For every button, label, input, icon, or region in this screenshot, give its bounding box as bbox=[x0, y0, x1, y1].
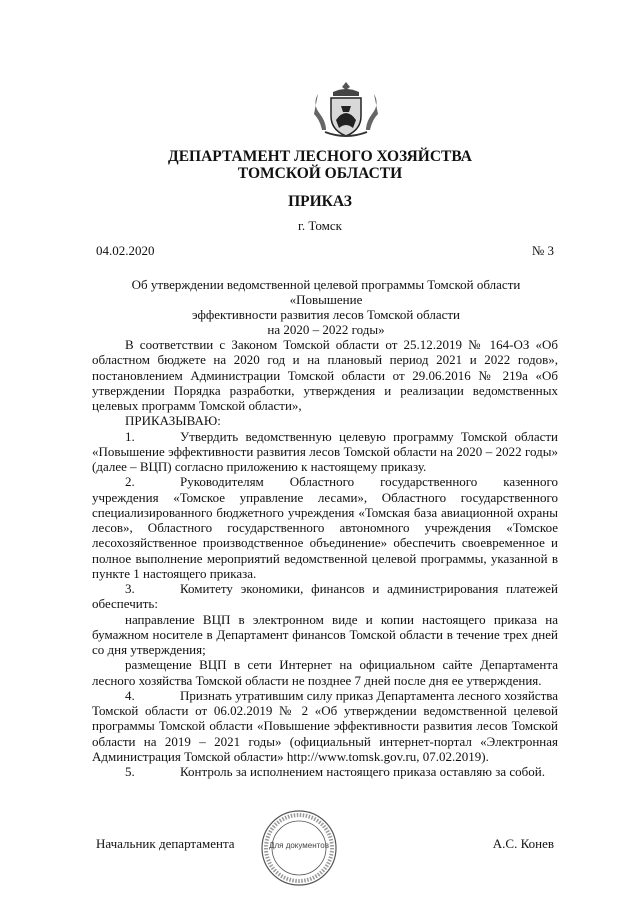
item-text: Контроль за исполнением настоящего приказа оставляю за собой. bbox=[180, 764, 545, 779]
order-number: № 3 bbox=[531, 243, 554, 258]
item-number: 5. bbox=[125, 764, 135, 779]
list-item bbox=[92, 688, 558, 764]
preamble: В соответствии с Законом Томской области от 25.12.2019 № 164-ОЗ «Об областном бюджете на 2020 год и на плановый период 2021 и 2022 годов», постановлением Администрации Томской области от 29.06.2016 № 219а «Об утверждении Порядка разработки, утверждения и реализации ведомственных целевых программ Томской области», bbox=[92, 337, 558, 413]
list-item bbox=[92, 474, 558, 581]
order-body bbox=[92, 337, 558, 779]
item-number: 2. bbox=[125, 474, 135, 490]
document-type: ПРИКАЗ bbox=[288, 193, 352, 210]
stamp-seal bbox=[259, 808, 339, 888]
list-item bbox=[92, 581, 558, 612]
item-text: Признать утратившим силу приказ Департамента лесного хозяйства Томской области от 06.02.2019 № 2 «Об утверждении ведомственной целевой программы Томской области «Повышение эффективности развития лесов Томской области на 2019 – 2021 годы» (официальный интернет-портал «Электронная Администрация Томской области» http://www.tomsk.gov.ru, 07.02.2019). bbox=[92, 687, 558, 764]
list-item bbox=[92, 429, 558, 475]
order-word: ПРИКАЗЫВАЮ: bbox=[125, 413, 221, 429]
department-name-line1: ДЕПАРТАМЕНТ ЛЕСНОГО ХОЗЯЙСТВА bbox=[168, 148, 472, 165]
title-line: на 2020 – 2022 годы» bbox=[267, 322, 385, 337]
order-date: 04.02.2020 bbox=[96, 243, 155, 258]
stamp-text: Для документов bbox=[269, 841, 329, 850]
sub-item-b: размещение ВЦП в сети Интернет на официальном сайте Департамента лесного хозяйства Томской области не позднее 7 дней после дня ее утверждения. bbox=[92, 657, 558, 688]
item-number: 1. bbox=[125, 428, 135, 444]
item-text: Руководителям Областного государственного казенного учреждения «Томское управление лесами», Областного государственного специализированного бюджетного учреждения «Томская база авиационной охраны лесов», Областного государственного автономного учреждения «Томское лесохозяйственное производственное объединение» обеспечить своевременное и полное выполнение мероприятий ведомственной целевой программы, указанной в пункте 1 настоящего приказа. bbox=[92, 474, 558, 581]
list-item bbox=[92, 764, 558, 779]
title-line: Об утверждении ведомственной целевой программы Томской области «Повышение bbox=[131, 277, 521, 307]
city: г. Томск bbox=[298, 218, 342, 233]
item-text: Утвердить ведомственную целевую программу Томской области «Повышение эффективности развития лесов Томской области на 2020 – 2022 годы» (далее – ВЦП) согласно приложению к настоящему приказу. bbox=[92, 428, 558, 474]
coat-of-arms-emblem bbox=[313, 80, 379, 140]
item-number: 3. bbox=[125, 581, 135, 596]
signer-position: Начальник департамента bbox=[96, 836, 235, 851]
item-text: Комитету экономики, финансов и администрирования платежей обеспечить: bbox=[92, 581, 558, 612]
signer-name: А.С. Конев bbox=[492, 836, 554, 851]
order-title bbox=[96, 277, 556, 337]
item-number: 4. bbox=[125, 687, 135, 703]
title-line: эффективности развития лесов Томской области bbox=[191, 307, 461, 322]
sub-item-a: направление ВЦП в электронном виде и копии настоящего приказа на бумажном носителе в Департамент финансов Томской области в течение трех дней со дня утверждения; bbox=[92, 611, 558, 657]
department-name-line2: ТОМСКОЙ ОБЛАСТИ bbox=[237, 165, 403, 182]
